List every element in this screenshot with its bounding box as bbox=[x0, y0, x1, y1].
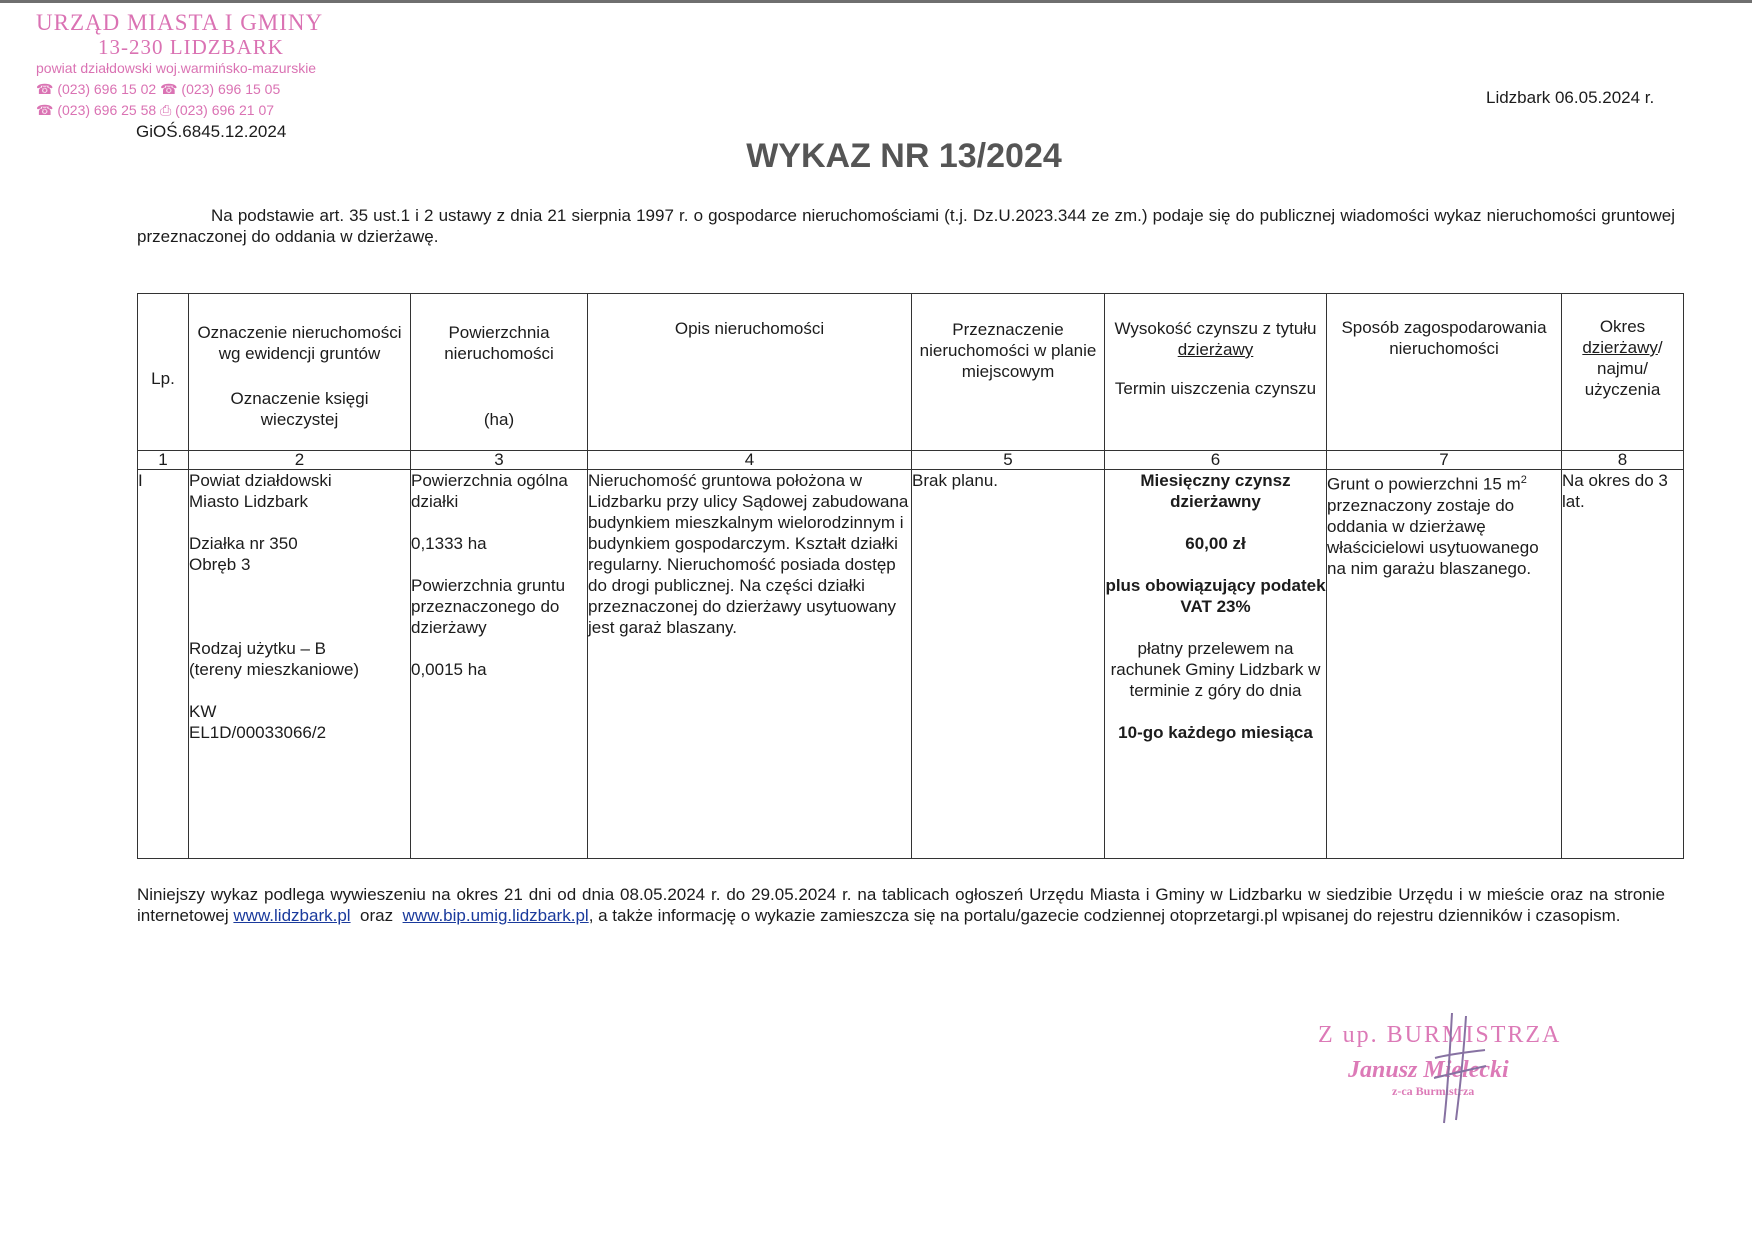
rent-due-day: 10-go każdego miesiąca bbox=[1118, 723, 1313, 742]
plot-number: Działka nr 350 bbox=[189, 534, 298, 553]
col-number: 8 bbox=[1562, 451, 1684, 470]
col-number: 3 bbox=[411, 451, 588, 470]
signature-line-1: Z up. BURMISTRZA bbox=[1318, 1022, 1562, 1048]
land-book-number: EL1D/00033066/2 bbox=[189, 723, 327, 742]
place-date: Lidzbark 06.05.2024 r. bbox=[1486, 88, 1655, 107]
case-signature: GiOŚ.6845.12.2024 bbox=[136, 122, 287, 141]
table-header-row bbox=[138, 294, 1684, 451]
signature-stamp bbox=[1318, 1022, 1598, 1099]
header-rent bbox=[1105, 294, 1327, 451]
header-use: Sposób zagospodarowania nieruchomości bbox=[1327, 294, 1562, 451]
header-designation bbox=[189, 294, 411, 451]
stamp-line-5: ☎ (023) 696 25 58 ⎙ (023) 696 21 07 bbox=[36, 102, 275, 118]
stamp-line-3: powiat działdowski woj.warmińsko-mazurskie bbox=[36, 60, 317, 76]
header-rent-term: Termin uiszczenia czynszu bbox=[1114, 379, 1317, 398]
cell-description: Nieruchomość gruntowa położona w Lidzbarku przy ulicy Sądowej zabudowana budynkiem mieszkalnym wielorodzinnym i budynkiem gospodarczym. Kształt działki regularny. Nieruchomość posiada dostęp do drogi publicznej. Na części działki przeznaczonej do dzierżawy usytuowany jest garaż blaszany. bbox=[588, 470, 912, 859]
cell-use: Grunt o powierzchni 15 $m^2$ przeznaczony zostaje do oddania w dzierżawę właścicielowi usytuowanego na nim garażu blaszanego. bbox=[1327, 470, 1562, 859]
stamp-line-1: URZĄD MIASTA I GMINY bbox=[36, 10, 324, 35]
link-lidzbark[interactable]: www.lidzbark.pl bbox=[233, 906, 351, 925]
cell-area bbox=[411, 470, 588, 859]
handwritten-signature-icon bbox=[1430, 1008, 1490, 1128]
stamp-line-2: 13-230 LIDZBARK bbox=[98, 35, 284, 59]
header-period-rest: dzierżawy/ najmu/ użyczenia bbox=[1582, 338, 1663, 399]
header-lp: Lp. bbox=[138, 294, 189, 451]
header-purpose: Przeznaczenie nieruchomości w planie miejscowym bbox=[912, 294, 1105, 451]
header-designation-registry: Oznaczenie nieruchomości wg ewidencji gruntów bbox=[197, 323, 402, 363]
lease-area-label: Powierzchnia gruntu przeznaczonego do dzierżawy bbox=[411, 576, 566, 637]
table-row bbox=[138, 470, 1684, 859]
header-period-top: Okres bbox=[1599, 317, 1646, 336]
header-area-unit: (ha) bbox=[483, 410, 515, 429]
stamp-line-4: ☎ (023) 696 15 02 ☎ (023) 696 15 05 bbox=[36, 81, 281, 97]
col-number: 7 bbox=[1327, 451, 1562, 470]
header-period bbox=[1562, 294, 1684, 451]
signature-role: z-ca Burmistrza bbox=[1392, 1084, 1475, 1098]
col-number: 6 bbox=[1105, 451, 1327, 470]
rent-amount: 60,00 zł bbox=[1185, 534, 1246, 553]
cell-designation bbox=[189, 470, 411, 859]
property-table bbox=[137, 293, 1684, 859]
land-book-label: KW bbox=[189, 702, 217, 721]
total-area-label: Powierzchnia ogólna działki bbox=[411, 471, 568, 511]
col-number: 5 bbox=[912, 451, 1105, 470]
header-designation-landbook: Oznaczenie księgi wieczystej bbox=[230, 389, 369, 429]
header-rent-label: Wysokość czynszu z tytułu dzierżawy bbox=[1114, 319, 1317, 359]
col-number: 4 bbox=[588, 451, 912, 470]
lease-area-value: 0,0015 ha bbox=[411, 660, 487, 679]
precinct: Obręb 3 bbox=[189, 555, 251, 574]
header-area bbox=[411, 294, 588, 451]
total-area-value: 0,1333 ha bbox=[411, 534, 487, 553]
land-use-desc: (tereny mieszkaniowe) bbox=[189, 660, 360, 679]
cell-purpose: Brak planu. bbox=[912, 470, 1105, 859]
col-number: 1 bbox=[138, 451, 189, 470]
top-border bbox=[0, 0, 1752, 3]
office-stamp bbox=[36, 10, 396, 121]
column-number-row bbox=[138, 451, 1684, 470]
notice-paragraph: Niniejszy wykaz podlega wywieszeniu na okres 21 dni od dnia 08.05.2024 r. do 29.05.2024 r. na tablicach ogłoszeń Urzędu Miasta i Gminy w Lidzbarku w siedzibie Urzędu i w mieście oraz na stronie internetowej www.lidzbark.pl oraz www.bip.umig.lidzbark.pl, a także informację o wykazie zamieszcza się na portalu/gazecie codziennej otoprzetargi.pl wpisanej do rejestru dzienników i czasopism. bbox=[137, 885, 1665, 925]
link-bip[interactable]: www.bip.umig.lidzbark.pl bbox=[402, 906, 589, 925]
col-number: 2 bbox=[189, 451, 411, 470]
land-use-type: Rodzaj użytku – B bbox=[189, 639, 327, 658]
cell-period: Na okres do 3 lat. bbox=[1562, 470, 1684, 859]
cell-lp: I bbox=[138, 470, 189, 859]
header-area-label: Powierzchnia nieruchomości bbox=[444, 323, 554, 363]
header-description: Opis nieruchomości bbox=[588, 294, 912, 451]
page-title: WYKAZ NR 13/2024 bbox=[746, 137, 1062, 175]
rent-payment-terms: płatny przelewem na rachunek Gminy Lidzbark w terminie z góry do dnia bbox=[1110, 639, 1321, 700]
town: Miasto Lidzbark bbox=[189, 492, 309, 511]
signature-name: Janusz Mielecki bbox=[1348, 1057, 1509, 1083]
rent-label: Miesięczny czynsz dzierżawny bbox=[1140, 471, 1291, 511]
intro-paragraph: Na podstawie art. 35 ust.1 i 2 ustawy z dnia 21 sierpnia 1997 r. o gospodarce nieruchomościami (t.j. Dz.U.2023.344 ze zm.) podaje się do publicznej wiadomości wykaz nieruchomości gruntowej przeznaczonej do oddania w dzierżawę. bbox=[137, 206, 1675, 246]
cell-rent bbox=[1105, 470, 1327, 859]
rent-vat: plus obowiązujący podatek VAT 23% bbox=[1105, 576, 1326, 616]
district: Powiat działdowski bbox=[189, 471, 332, 490]
